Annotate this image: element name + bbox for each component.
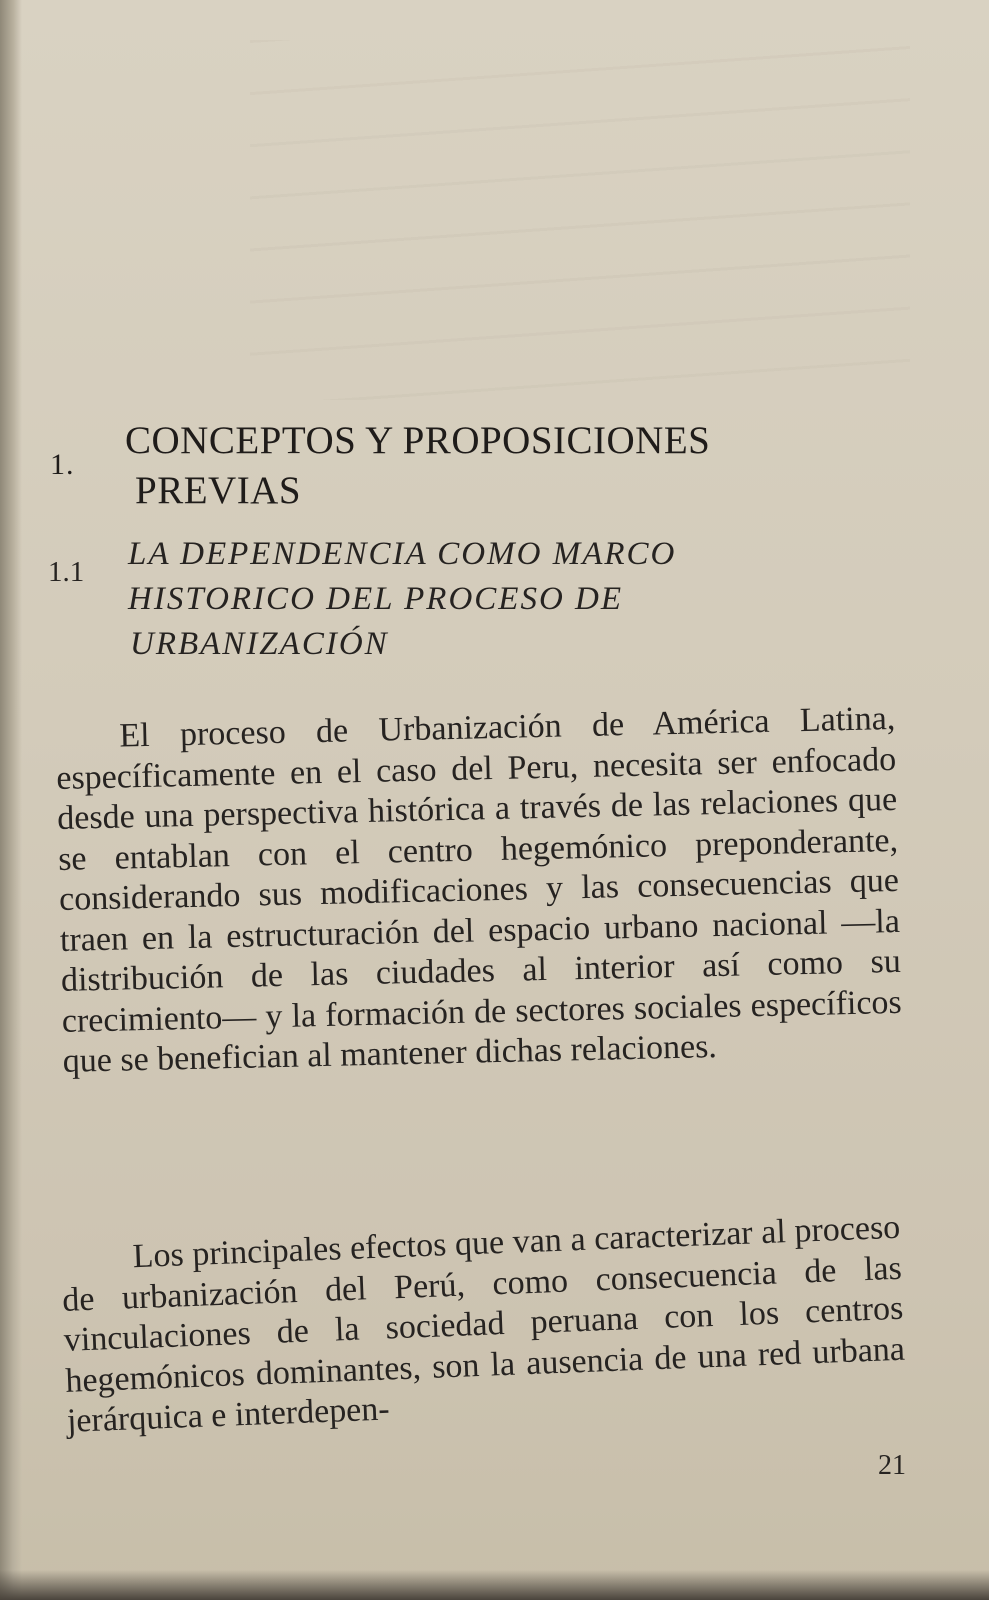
subsection-title-line-1: LA DEPENDENCIA COMO MARCO bbox=[128, 536, 677, 572]
section-number: 1. bbox=[50, 448, 75, 481]
show-through-text bbox=[250, 40, 910, 400]
body-paragraph-2: Los principales efectos que van a caracterizar al proceso de urbanización del Perú, como consecuencia de las vinculaciones de la sociedad peruana con los centros hegemónicos dominantes, son la ausencia de una red urbana jerárquica e interdepen- bbox=[61, 1208, 906, 1440]
page-bottom-shadow bbox=[0, 1570, 989, 1600]
section-title-line-2: PREVIAS bbox=[135, 469, 302, 512]
section-title-line-1: CONCEPTOS Y PROPOSICIONES bbox=[125, 419, 711, 462]
subsection-title-line-2: HISTORICO DEL PROCESO DE bbox=[128, 581, 624, 617]
body-paragraph-1: El proceso de Urbanización de América Latina, específicamente en el caso del Peru, necesita ser enfocado desde una perspectiva histórica a través de las relaciones que se entablan con el centro hegemónico preponderante, considerando sus modificaciones y las consecuencias que traen en la estructuración del espacio urbano nacional —la distribución de las ciudades al interior así como su crecimiento— y la formación de sectores sociales específicos que se benefician al mantener dichas relaciones. bbox=[55, 699, 903, 1080]
subsection-title-line-3: URBANIZACIÓN bbox=[130, 626, 389, 662]
page-number: 21 bbox=[878, 1450, 906, 1481]
book-gutter-shadow bbox=[0, 0, 22, 1600]
subsection-number: 1.1 bbox=[48, 556, 85, 588]
